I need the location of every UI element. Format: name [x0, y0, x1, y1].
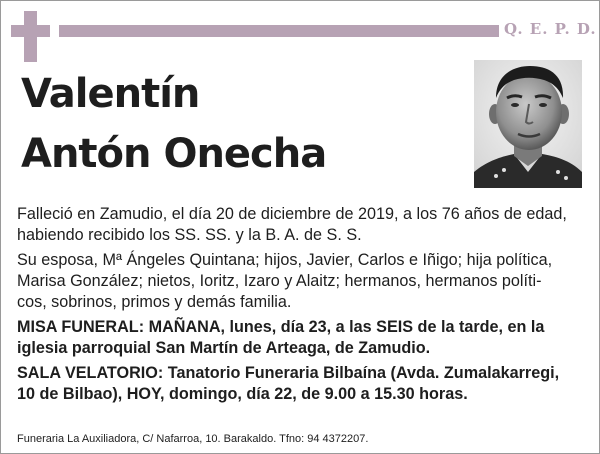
- funeral-home-footer: Funeraria La Auxiliadora, C/ Nafarroa, 10. Barakaldo. Tfno: 94 4372207.: [17, 433, 369, 445]
- cross-icon-horizontal: [11, 25, 50, 37]
- text-line: habiendo recibido los SS. SS. y la B. A. de S. S.: [17, 226, 362, 244]
- portrait-photo-image: [474, 60, 582, 188]
- portrait-photo: [474, 60, 582, 188]
- obituary-body: [17, 204, 583, 409]
- text-line: Su esposa, Mª Ángeles Quintana; hijos, Javier, Carlos e Iñigo; hija política,: [17, 251, 553, 269]
- death-announcement-paragraph: [17, 204, 583, 246]
- text-line: cos, sobrinos, primos y demás familia.: [17, 293, 292, 311]
- deceased-surnames: Antón Onecha: [21, 131, 327, 177]
- deceased-first-name: Valentín: [21, 71, 200, 117]
- text-line: MISA FUNERAL: MAÑANA, lunes, día 23, a las SEIS de la tarde, en la: [17, 318, 545, 336]
- qepd-label: Q. E. P. D.: [504, 20, 597, 38]
- wake-room-paragraph: [17, 363, 583, 405]
- text-line: 10 de Bilbao), HOY, domingo, día 22, de 9.00 a 15.30 horas.: [17, 385, 468, 403]
- header-bar: [59, 25, 499, 37]
- text-line: Falleció en Zamudio, el día 20 de diciembre de 2019, a los 76 años de edad,: [17, 205, 567, 223]
- text-line: iglesia parroquial San Martín de Arteaga, de Zamudio.: [17, 339, 431, 357]
- text-line: SALA VELATORIO: Tanatorio Funeraria Bilbaína (Avda. Zumalakarregi,: [17, 364, 560, 382]
- funeral-mass-paragraph: [17, 317, 583, 359]
- text-line: Marisa González; nietos, Ioritz, Izaro y Alaitz; hermanos, hermanos políti-: [17, 272, 542, 290]
- family-paragraph: [17, 250, 583, 313]
